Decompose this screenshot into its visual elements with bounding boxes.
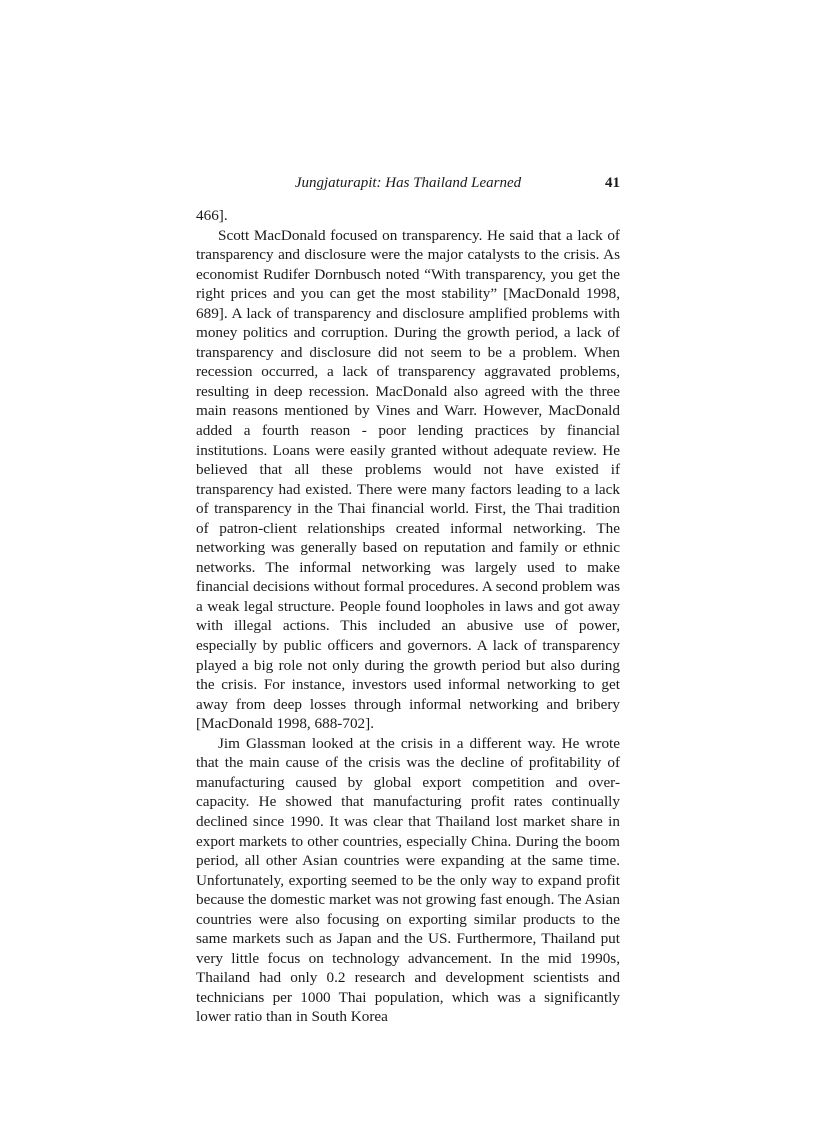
page-number: 41 [605, 175, 620, 191]
paragraph-macdonald: Scott MacDonald focused on transparency. He said that a lack of transparency and disclosure were the major catalysts to the crisis. As economist Rudifer Dornbusch noted “With transparency, you get the right prices and you can get the most stability” [MacDonald 1998, 689]. A lack of transparency and disclosure amplified problems with money politics and corruption. During the growth period, a lack of transparency and disclosure did not seem to be a problem. When recession occurred, a lack of transparency aggravated problems, resulting in deep recession. MacDonald also agreed with the three main reasons mentioned by Vines and Warr. However, MacDonald added a fourth reason - poor lending practices by financial institutions. Loans were easily granted without adequate review. He believed that all these problems would not have existed if transparency had existed. There were many factors leading to a lack of transparency in the Thai financial world. First, the Thai tradition of patron-client relationships created informal networking. The networking was generally based on reputation and family or ethnic networks. The informal networking was largely used to make financial decisions without formal procedures. A second problem was a weak legal structure. People found loopholes in laws and got away with illegal actions. This included an abusive use of power, especially by public officers and governors. A lack of transparency played a big role not only during the growth period but also during the crisis. For instance, investors used informal networking to get away from deep losses through informal networking and bribery [MacDonald 1998, 688-702]. [196, 226, 620, 733]
running-header [196, 172, 620, 194]
paragraph-glassman: Jim Glassman looked at the crisis in a different way. He wrote that the main cause of the crisis was the decline of profitability of manufacturing caused by global export competition and over-capacity. He showed that manufacturing profit rates continually declined since 1990. It was clear that Thailand lost market share in export markets to other countries, especially China. During the boom period, all other Asian countries were expanding at the same time. Unfortunately, exporting seemed to be the only way to expand profit because the domestic market was not growing fast enough. The Asian countries were also focusing on exporting similar products to the same markets such as Japan and the US. Furthermore, Thailand put very little focus on technology advancement. In the mid 1990s, Thailand had only 0.2 research and development scientists and technicians per 1000 Thai population, which was a significantly lower ratio than in South Korea [196, 734, 620, 1026]
paragraph-continuation: 466]. [196, 207, 228, 224]
body-text [196, 206, 620, 1027]
running-title: Jungjaturapit: Has Thailand Learned [294, 175, 522, 191]
